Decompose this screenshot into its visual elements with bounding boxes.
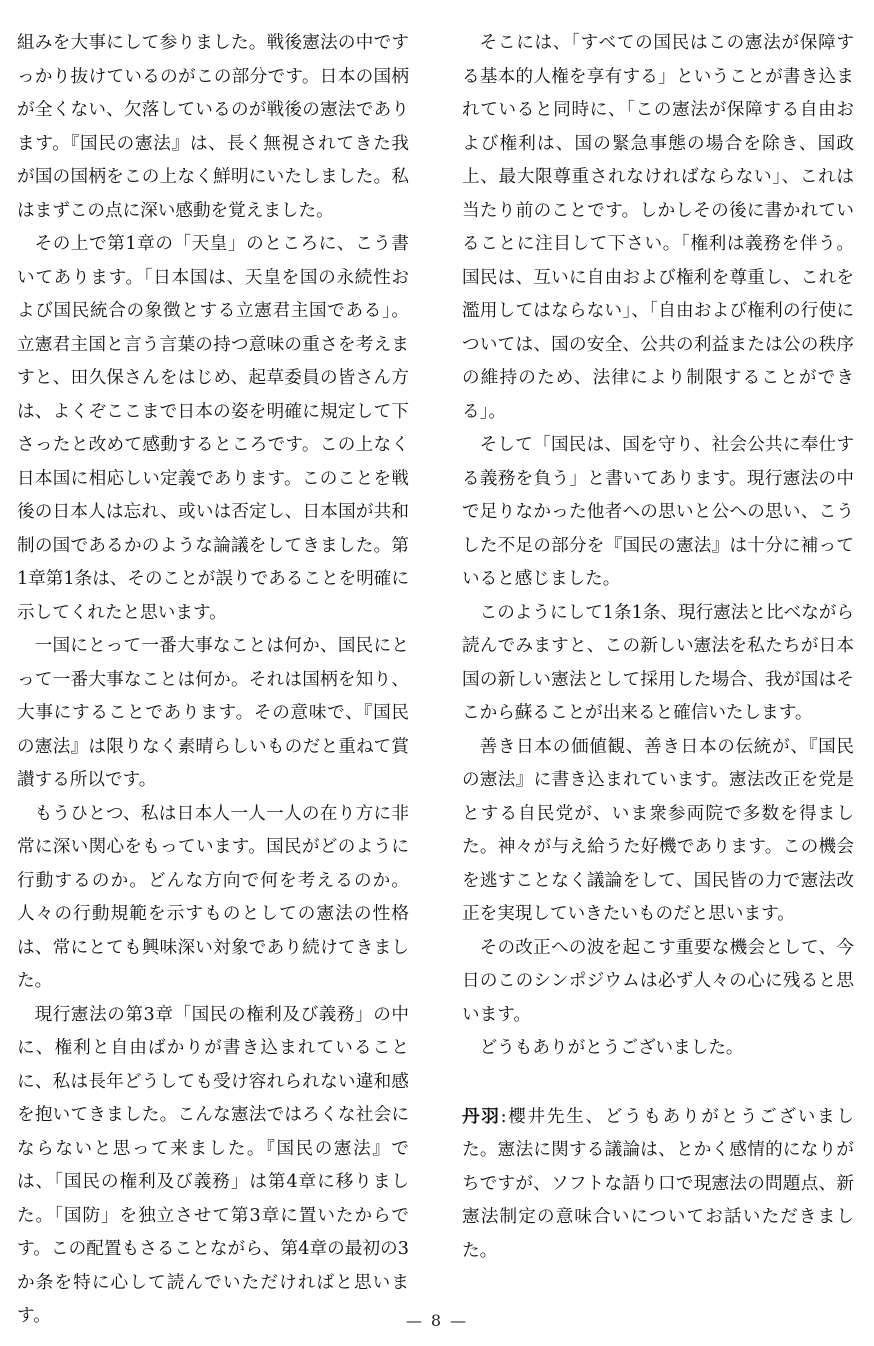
paragraph: 善き日本の価値観、善き日本の伝統が、『国民の憲法』に書き込まれています。憲法改正を党是とする自民党が、いま衆参両院で多数を得ました。神々が与え給うた好機であります。この機会を逃すことなく議論をして、国民皆の力で憲法改正を実現していきたいものだと思います。 xyxy=(462,736,854,924)
paragraph: 一国にとって一番大事なことは何か、国民にとって一番大事なことは何か。それは国柄を知り、大事にすることであります。その意味で、『国民の憲法』は限りなく素晴らしいものだと重ねて賞讃する所以です。 xyxy=(17,636,409,790)
left-column xyxy=(17,27,409,1334)
paragraph: そして「国民は、国を守り、社会公共に奉仕する義務を負う」と書いてあります。現行憲法の中で足りなかった他者への思いと公への思い、こうした不足の部分を『国民の憲法』は十分に補っていると感じました。 xyxy=(462,435,854,589)
paragraph: そこには、「すべての国民はこの憲法が保障する基本的人権を享有する」ということが書き込まれていると同時に、「この憲法が保障する自由および権利は、国の緊急事態の場合を除き、国政上、最大限尊重されなければならない」、これは当たり前のことです。しかしその後に書かれていることに注目して下さい。「権利は義務を伴う。国民は、互いに自由および権利を尊重し、これを濫用してはならない」、「自由および権利の行使については、国の安全、公共の利益または公の秩序の維持のため、法律により制限することができる」。 xyxy=(462,33,854,422)
paragraph: 組みを大事にして参りました。戦後憲法の中ですっかり抜けているのがこの部分です。日本の国柄が全くない、欠落しているのが戦後の憲法であります。『国民の憲法』は、長く無視されてきた我が国の国柄をこの上なく鮮明にいたしました。私はまずこの点に深い感動を覚えました。 xyxy=(17,33,409,221)
right-column xyxy=(462,27,854,1268)
paragraph: その改正への波を起こす重要な機会として、今日のこのシンポジウムは必ず人々の心に残ると思います。 xyxy=(462,937,854,1025)
speaker-separator: : xyxy=(500,1106,507,1127)
spacer xyxy=(462,1066,854,1100)
paragraph: このようにして1条1条、現行憲法と比べながら読んでみますと、この新しい憲法を私たちが日本国の新しい憲法として採用した場合、我が国はそこから蘇ることが出来ると確信いたします。 xyxy=(462,602,854,723)
moderator-remark xyxy=(462,1100,854,1269)
closing-thanks: どうもありがとうございました。 xyxy=(479,1038,744,1058)
remark-text: 櫻井先生、どうもありがとうございました。憲法に関する議論は、とかく感情的になりがちですが、ソフトな語り口で現憲法の問題点、新憲法制定の意味合いについてお話いただきました。 xyxy=(462,1106,854,1261)
page-number: — 8 — xyxy=(405,1311,469,1330)
paragraph: 現行憲法の第3章「国民の権利及び義務」の中に、権利と自由ばかりが書き込まれていることに、私は長年どうしても受け容れられない違和感を抱いてきました。こんな憲法ではろくな社会にならないと思って来ました。『国民の憲法』では、「国民の権利及び義務」は第4章に移りました。「国防」を独立させて第3章に置いたからです。この配置もさることながら、第4章の最初の3か条を特に心して読んでいただければと思います。 xyxy=(17,1004,409,1326)
paragraph: その上で第1章の「天皇」のところに、こう書いてあります。「日本国は、天皇を国の永続性および国民統合の象徴とする立憲君主国である」。立憲君主国と言う言葉の持つ意味の重さを考えますと、田久保さんをはじめ、起草委員の皆さん方は、よくぞここまで日本の姿を明確に規定して下さったと改めて感動するところです。この上なく日本国に相応しい定義であります。このことを戦後の日本人は忘れ、或いは否定し、日本国が共和制の国であるかのような論議をしてきました。第1章第1条は、そのことが誤りであることを明確に示してくれたと思います。 xyxy=(17,234,409,623)
paragraph: もうひとつ、私は日本人一人一人の在り方に非常に深い関心をもっています。国民がどのように行動するのか。どんな方向で何を考えるのか。人々の行動規範を示すものとしての憲法の性格は、常にとても興味深い対象であり続けてきました。 xyxy=(17,803,409,991)
speaker-name: 丹羽 xyxy=(462,1105,501,1127)
